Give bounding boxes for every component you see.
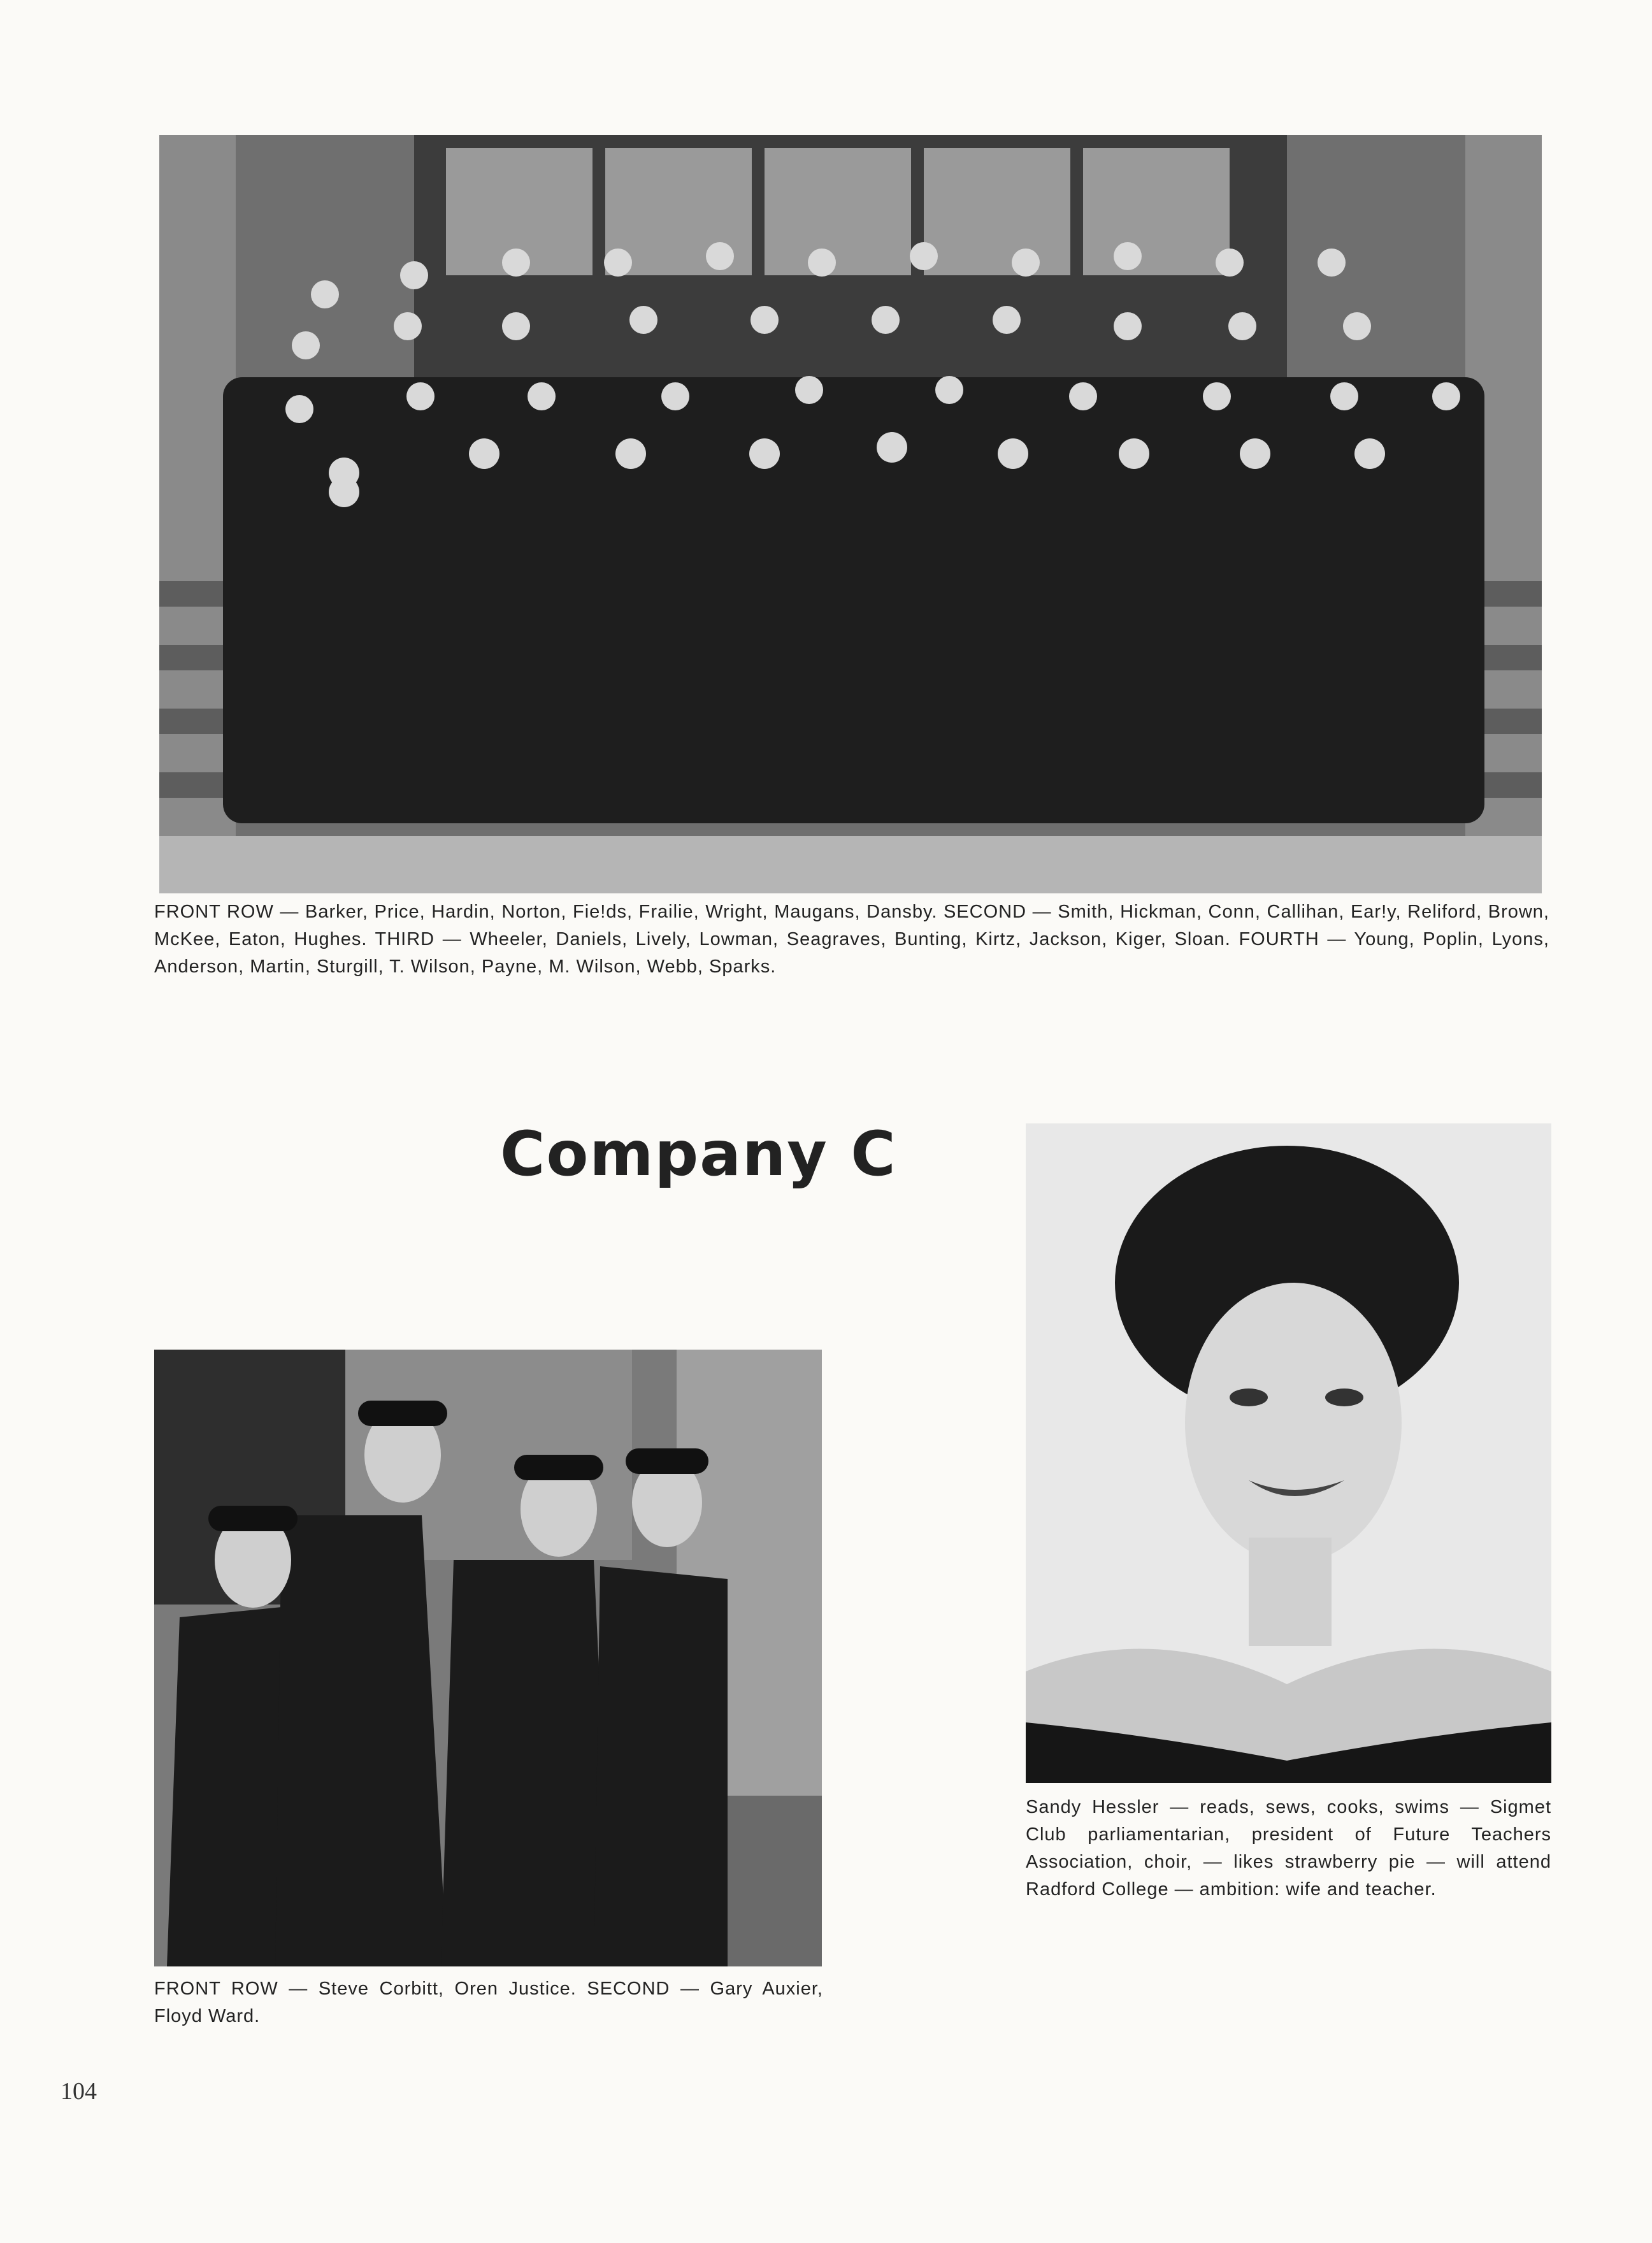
caption-third-row: THIRD — Wheeler, Daniels, Lively, Lowman, Seagraves, Bunting, Kirtz, Jackson, Kiger, Sloan. bbox=[375, 929, 1231, 949]
caption-front-row: FRONT ROW — Barker, Price, Hardin, Norton, Fie!ds, Frailie, Wright, Maugans, Dansby. bbox=[154, 902, 938, 922]
officers-caption bbox=[154, 1975, 823, 2030]
sponsor-portrait-photo bbox=[1026, 1123, 1551, 1783]
sponsor-caption: Sandy Hessler — reads, sews, cooks, swims — Sigmet Club parliamentarian, president of Future Teachers Association, choir, — likes strawberry pie — will attend Radford College — ambition: wife and teacher. bbox=[1026, 1797, 1551, 1900]
officers-photo bbox=[154, 1350, 822, 1966]
officers-photo-illustration bbox=[154, 1350, 822, 1966]
company-group-caption bbox=[154, 898, 1549, 981]
company-group-photo bbox=[159, 135, 1542, 893]
page-number: 104 bbox=[61, 2078, 97, 2105]
sponsor-portrait-illustration bbox=[1026, 1123, 1551, 1783]
caption-fourth-row: FOURTH — Young, Poplin, Lyons, Anderson, Martin, Sturgill, T. Wilson, Payne, M. Wilson, Webb, Sparks. bbox=[154, 929, 1549, 977]
caption-second-row: SECOND — Smith, Hickman, Conn, Callihan, Ear!y, Reliford, Brown, McKee, Eaton, Hughes. bbox=[154, 902, 1549, 949]
officers-caption-second-row: SECOND — Gary Auxier, Floyd Ward. bbox=[154, 1979, 823, 2026]
officers-caption-front-row: FRONT ROW — Steve Corbitt, Oren Justice. bbox=[154, 1979, 577, 1999]
company-group-photo-illustration bbox=[159, 135, 1542, 893]
page-title: Company C bbox=[500, 1118, 897, 1190]
